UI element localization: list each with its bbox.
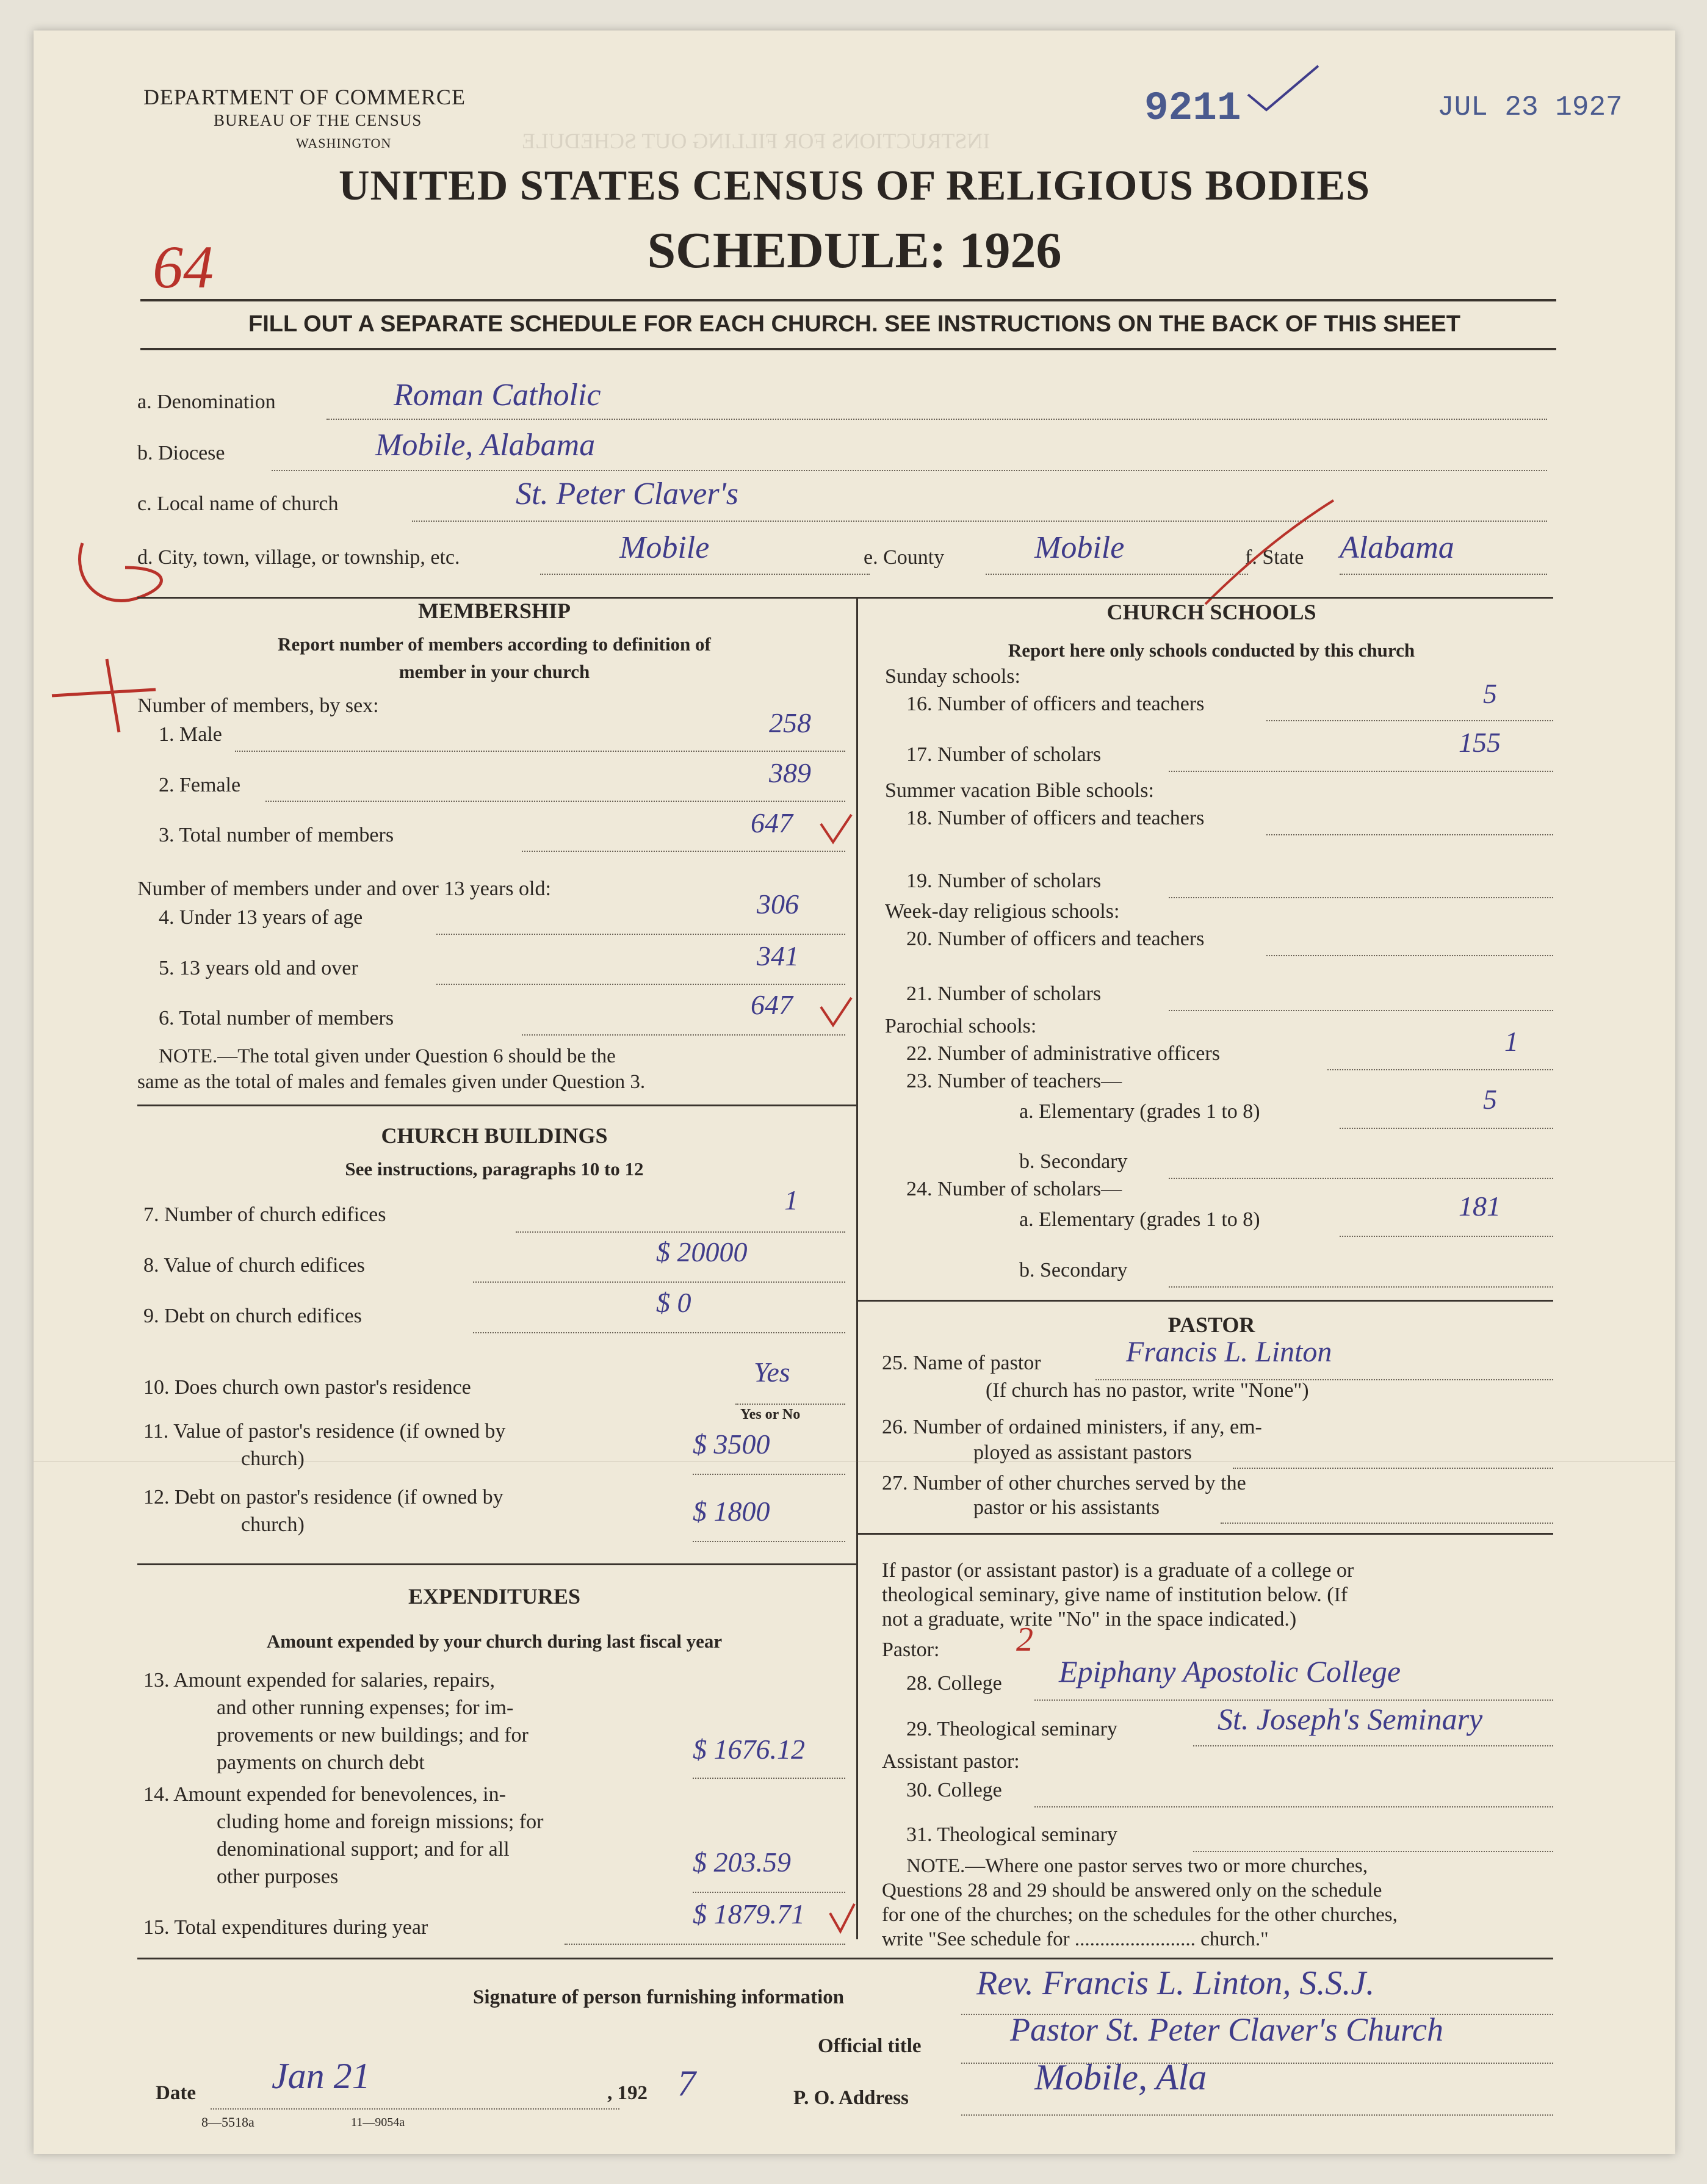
residence-value-value[interactable]: $ 3500 <box>693 1429 770 1460</box>
field-line <box>265 801 845 802</box>
residence-debt-label: church) <box>241 1513 305 1536</box>
by-age-label: Number of members under and over 13 years old: <box>137 878 551 900</box>
schedule-sheet <box>34 31 1675 2154</box>
over13-label: 5. 13 years old and over <box>159 957 358 979</box>
field-line <box>1034 1806 1553 1807</box>
schools-heading: CHURCH SCHOOLS <box>1106 600 1316 624</box>
checkmark-icon <box>818 995 854 1031</box>
field-line <box>1221 1523 1553 1524</box>
diocese-value[interactable]: Mobile, Alabama <box>375 428 596 463</box>
q25-sub: (If church has no pastor, write "None") <box>986 1379 1309 1402</box>
rule <box>137 1958 1553 1959</box>
field-line <box>522 1034 845 1036</box>
q17-label: 17. Number of scholars <box>906 743 1102 766</box>
department-line: DEPARTMENT OF COMMERCE <box>143 85 466 109</box>
expenditures-heading: EXPENDITURES <box>408 1584 581 1609</box>
field-line <box>436 934 845 935</box>
female-value[interactable]: 389 <box>769 757 811 788</box>
q14-label: 14. Amount expended for benevolences, in- <box>143 1783 506 1806</box>
rule <box>137 1563 856 1565</box>
q15-value[interactable]: $ 1879.71 <box>693 1898 805 1930</box>
q18-label: 18. Number of officers and teachers <box>906 807 1205 829</box>
q29-label: 29. Theological seminary <box>906 1718 1117 1740</box>
q23-label: 23. Number of teachers— <box>906 1070 1122 1092</box>
form-subtitle: SCHEDULE: 1926 <box>647 222 1062 279</box>
q14-label: cluding home and foreign missions; for <box>217 1811 544 1833</box>
q22-value[interactable]: 1 <box>1504 1026 1518 1057</box>
field-line <box>522 851 845 852</box>
field-line <box>1340 574 1547 575</box>
membership-intro: Report number of members according to definition of <box>278 633 711 655</box>
field-line <box>1169 897 1553 898</box>
buildings-heading: CHURCH BUILDINGS <box>381 1123 608 1148</box>
year-digit[interactable]: 7 <box>677 2063 696 2103</box>
pastor-label: Pastor: <box>882 1638 940 1661</box>
total-members-label: 3. Total number of members <box>159 824 394 846</box>
membership-heading: MEMBERSHIP <box>417 599 571 623</box>
q21-label: 21. Number of scholars <box>906 982 1102 1005</box>
edifices-value-value[interactable]: $ 20000 <box>656 1236 748 1267</box>
po-address-value[interactable]: Mobile, Ala <box>1034 2057 1207 2097</box>
signature-value[interactable]: Rev. Francis L. Linton, S.S.J. <box>976 1964 1375 2002</box>
year-prefix: , 192 <box>607 2082 648 2104</box>
column-divider <box>856 597 858 1939</box>
expenditures-sub: Amount expended by your church during last fiscal year <box>266 1631 723 1652</box>
total-members-value[interactable]: 647 <box>751 807 793 838</box>
field-line <box>565 1944 845 1945</box>
field-line <box>540 574 870 575</box>
field-line <box>1169 1286 1553 1288</box>
summer-schools-label: Summer vacation Bible schools: <box>885 779 1154 802</box>
pastor-note: for one of the churches; on the schedules for the other churches, <box>882 1904 1398 1926</box>
parochial-schools-label: Parochial schools: <box>885 1015 1037 1037</box>
denomination-label: a. Denomination <box>137 391 276 413</box>
instruction-banner: FILL OUT A SEPARATE SCHEDULE FOR EACH CHURCH. SEE INSTRUCTIONS ON THE BACK OF THIS SHEET <box>248 311 1460 337</box>
field-line <box>1340 1236 1553 1237</box>
field-line <box>1169 1178 1553 1179</box>
field-line <box>1193 1851 1553 1852</box>
field-line <box>412 521 1547 522</box>
checkmark-icon <box>1245 61 1324 116</box>
field-line <box>473 1332 845 1333</box>
male-label: 1. Male <box>159 723 222 746</box>
field-line <box>272 470 1547 471</box>
city-value[interactable]: Mobile <box>619 530 710 565</box>
official-title-label: Official title <box>818 2035 922 2057</box>
rule <box>856 1300 1553 1302</box>
checkmark-icon <box>827 1901 857 1937</box>
membership-note: NOTE.—The total given under Question 6 should be the <box>159 1045 616 1067</box>
under13-value[interactable]: 306 <box>757 888 799 920</box>
field-line <box>961 2114 1553 2116</box>
male-value[interactable]: 258 <box>769 707 811 738</box>
field-line <box>1169 771 1553 772</box>
church-name-label: c. Local name of church <box>137 492 339 515</box>
sunday-schools-label: Sunday schools: <box>885 665 1020 688</box>
po-address-label: P. O. Address <box>793 2087 909 2109</box>
field-line <box>1233 1468 1553 1469</box>
rule <box>856 1533 1553 1535</box>
city-line: WASHINGTON <box>296 135 392 151</box>
buildings-sub: See instructions, paragraphs 10 to 12 <box>345 1158 644 1180</box>
q27-label: pastor or his assistants <box>973 1496 1160 1519</box>
rule <box>140 299 1556 301</box>
edifices-count-label: 7. Number of church edifices <box>143 1203 386 1226</box>
q27-label: 27. Number of other churches served by the <box>882 1472 1246 1494</box>
residence-debt-value[interactable]: $ 1800 <box>693 1496 770 1527</box>
female-label: 2. Female <box>159 774 241 796</box>
q28-label: 28. College <box>906 1672 1002 1695</box>
received-number-stamp: 9211 <box>1144 85 1241 131</box>
q14-label: other purposes <box>217 1865 339 1888</box>
print-number: 11—9054a <box>351 2116 405 2129</box>
field-line <box>473 1281 845 1283</box>
q16-value[interactable]: 5 <box>1483 678 1497 709</box>
q13-value[interactable]: $ 1676.12 <box>693 1734 805 1765</box>
county-label: e. County <box>864 546 945 569</box>
under13-label: 4. Under 13 years of age <box>159 906 363 929</box>
q23b-label: b. Secondary <box>1019 1150 1128 1173</box>
rule <box>140 348 1556 350</box>
q16-label: 16. Number of officers and teachers <box>906 693 1205 715</box>
q17-value[interactable]: 155 <box>1459 727 1501 758</box>
pastor-note: Questions 28 and 29 should be answered only on the schedule <box>882 1879 1382 1901</box>
church-name-value[interactable]: St. Peter Claver's <box>516 477 738 511</box>
field-line <box>693 1778 845 1779</box>
fold-crease <box>34 1461 1675 1462</box>
received-date-stamp: JUL 23 1927 <box>1437 92 1623 123</box>
q15-label: 15. Total expenditures during year <box>143 1916 428 1939</box>
q29-value[interactable]: St. Joseph's Seminary <box>1218 1702 1483 1736</box>
edifices-debt-value[interactable]: $ 0 <box>656 1287 691 1318</box>
q13-label: and other running expenses; for im- <box>217 1696 514 1719</box>
schools-intro: Report here only schools conducted by this church <box>1008 640 1415 661</box>
field-line <box>1169 1010 1553 1011</box>
total-members-2-label: 6. Total number of members <box>159 1007 394 1029</box>
edifices-debt-label: 9. Debt on church edifices <box>143 1305 362 1327</box>
edifices-value-label: 8. Value of church edifices <box>143 1254 365 1277</box>
graduate-instructions: If pastor (or assistant pastor) is a graduate of a college or <box>882 1559 1354 1582</box>
residence-owned-label: 10. Does church own pastor's residence <box>143 1376 471 1399</box>
field-line <box>1327 1069 1553 1070</box>
county-value[interactable]: Mobile <box>1034 530 1125 565</box>
residence-owned-value[interactable]: Yes <box>754 1357 790 1388</box>
q22-label: 22. Number of administrative officers <box>906 1042 1220 1065</box>
over13-value[interactable]: 341 <box>757 940 799 971</box>
state-label: f. State <box>1245 546 1304 569</box>
city-label: d. City, town, village, or township, etc. <box>137 546 460 569</box>
field-line <box>1266 955 1553 956</box>
total-members-2-value[interactable]: 647 <box>751 989 793 1020</box>
q14-value[interactable]: $ 203.59 <box>693 1847 791 1878</box>
field-line <box>211 2108 619 2110</box>
q13-label: payments on church debt <box>217 1751 425 1774</box>
q25-label: 25. Name of pastor <box>882 1352 1041 1374</box>
residence-debt-label: 12. Debt on pastor's residence (if owned by <box>143 1486 503 1508</box>
field-line <box>436 984 845 985</box>
field-line <box>327 419 1547 420</box>
q24a-label: a. Elementary (grades 1 to 8) <box>1019 1208 1260 1231</box>
q13-label: provements or new buildings; and for <box>217 1724 529 1746</box>
field-line <box>693 1474 845 1475</box>
denomination-value[interactable]: Roman Catholic <box>394 378 601 413</box>
pastor-mark: 2 <box>1016 1621 1033 1659</box>
field-line <box>693 1892 845 1893</box>
residence-value-label: church) <box>241 1447 305 1470</box>
weekday-schools-label: Week-day religious schools: <box>885 900 1120 923</box>
membership-intro: member in your church <box>399 661 590 682</box>
date-value[interactable]: Jan 21 <box>272 2056 370 2096</box>
date-label: Date <box>156 2082 196 2104</box>
yes-no-caption: Yes or No <box>740 1407 801 1422</box>
diocese-label: b. Diocese <box>137 442 225 464</box>
residence-value-label: 11. Value of pastor's residence (if owned by <box>143 1420 506 1443</box>
pastor-note: NOTE.—Where one pastor serves two or more churches, <box>906 1855 1368 1877</box>
q23a-value[interactable]: 5 <box>1483 1084 1497 1115</box>
field-line <box>693 1541 845 1542</box>
form-title: UNITED STATES CENSUS OF RELIGIOUS BODIES <box>338 162 1371 209</box>
state-value[interactable]: Alabama <box>1340 530 1454 565</box>
field-line <box>1340 1128 1553 1129</box>
membership-note: same as the total of males and females given under Question 3. <box>137 1071 646 1093</box>
q25-value[interactable]: Francis L. Linton <box>1126 1336 1332 1368</box>
graduate-instructions: not a graduate, write "No" in the space indicated.) <box>882 1608 1297 1631</box>
signature-label: Signature of person furnishing information <box>473 1986 845 2008</box>
bureau-line: BUREAU OF THE CENSUS <box>214 111 422 129</box>
field-line <box>1034 1699 1553 1701</box>
q26-label: ployed as assistant pastors <box>973 1441 1192 1464</box>
q28-value[interactable]: Epiphany Apostolic College <box>1059 1654 1401 1688</box>
graduate-instructions: theological seminary, give name of institution below. (If <box>882 1584 1348 1606</box>
assistant-label: Assistant pastor: <box>882 1750 1020 1773</box>
bleed-through-text: INSTRUCTIONS FOR FILLING OUT SCHEDULE <box>522 129 991 153</box>
q24a-value[interactable]: 181 <box>1459 1191 1501 1222</box>
field-line <box>1266 834 1553 835</box>
q26-label: 26. Number of ordained ministers, if any, em- <box>882 1416 1262 1438</box>
q24-label: 24. Number of scholars— <box>906 1178 1122 1200</box>
q24b-label: b. Secondary <box>1019 1259 1128 1281</box>
field-line <box>516 1231 845 1233</box>
form-number: 8—5518a <box>201 2114 254 2130</box>
q13-label: 13. Amount expended for salaries, repairs, <box>143 1669 495 1692</box>
q23a-label: a. Elementary (grades 1 to 8) <box>1019 1100 1260 1123</box>
field-line <box>1266 720 1553 721</box>
q14-label: denominational support; and for all <box>217 1838 510 1861</box>
corner-mark: 64 <box>153 233 214 301</box>
field-line <box>735 1404 845 1405</box>
checkmark-icon <box>818 812 854 848</box>
by-sex-label: Number of members, by sex: <box>137 694 379 717</box>
official-title-value[interactable]: Pastor St. Peter Claver's Church <box>1010 2011 1443 2048</box>
q30-label: 30. College <box>906 1779 1002 1801</box>
pastor-note: write "See schedule for ........................ church." <box>882 1928 1269 1950</box>
rule <box>137 1105 856 1106</box>
field-line <box>235 751 845 752</box>
pastor-heading: PASTOR <box>1167 1313 1255 1337</box>
q20-label: 20. Number of officers and teachers <box>906 928 1205 950</box>
q31-label: 31. Theological seminary <box>906 1823 1117 1846</box>
field-line <box>1193 1745 1553 1746</box>
q19-label: 19. Number of scholars <box>906 870 1102 892</box>
edifices-count-value[interactable]: 1 <box>784 1184 798 1216</box>
